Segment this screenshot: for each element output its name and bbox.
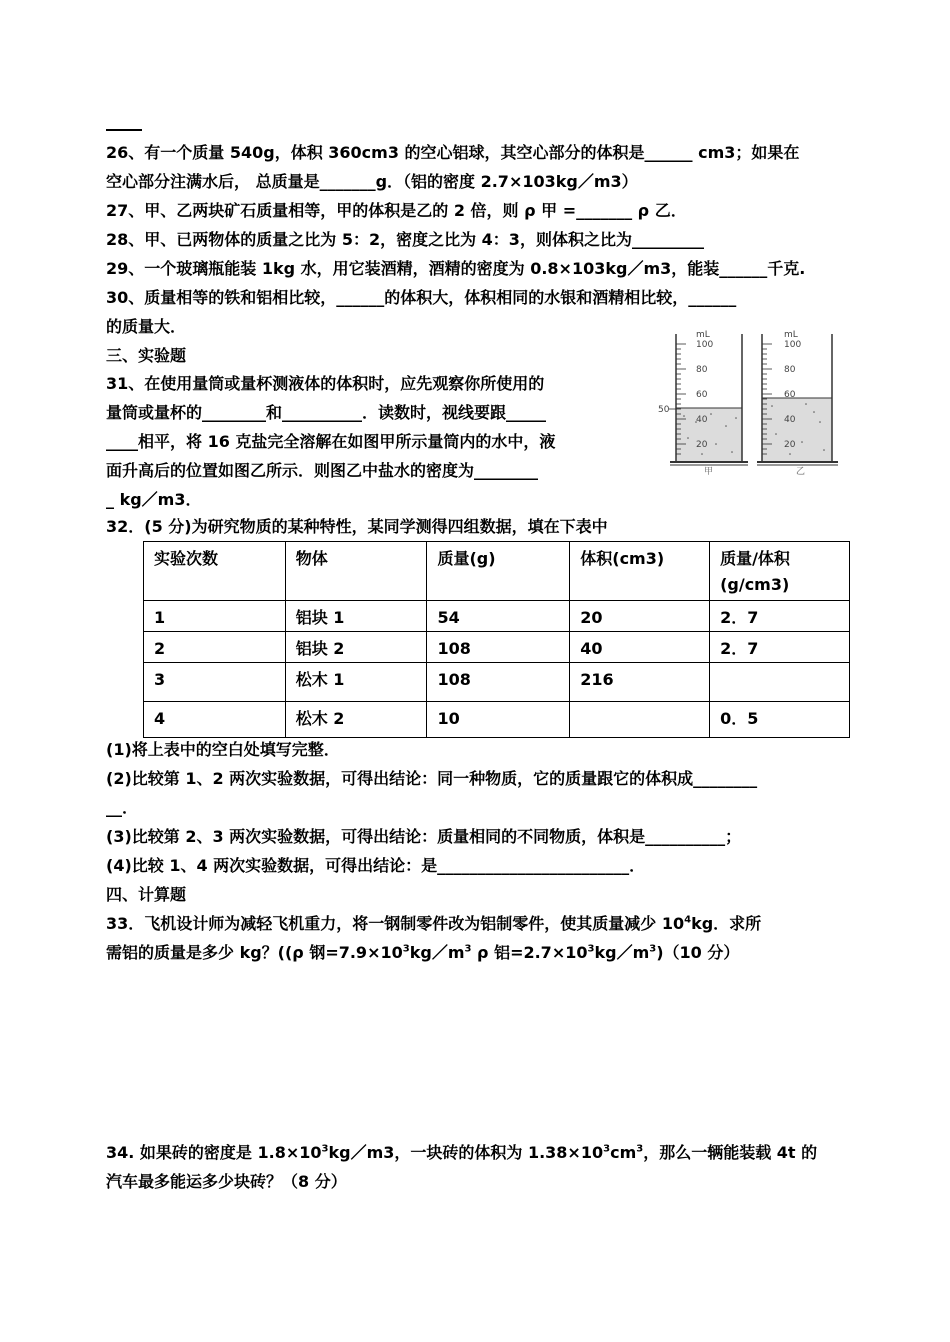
table-cell: 10 xyxy=(427,702,570,738)
unit-label-b: mL xyxy=(784,330,798,340)
q32-intro: 32．(5 分)为研究物质的某种特性，某同学测得四组数据，填在下表中 xyxy=(106,517,608,536)
table-cell: 松木 1 xyxy=(285,663,427,702)
tick-label-a-40: 40 xyxy=(696,415,708,425)
unit-label-a: mL xyxy=(696,330,710,340)
table-cell: 3 xyxy=(144,663,286,702)
q31-line-1: 31、在使用量筒或量杯测液体的体积时，应先观察你所使用的 xyxy=(106,374,545,393)
tick-label-b-20: 20 xyxy=(784,440,796,450)
table-row xyxy=(144,632,850,663)
tick-label-a-20: 20 xyxy=(696,440,708,450)
q27: 27、甲、乙两块矿石质量相等，甲的体积是乙的 2 倍，则 ρ 甲 =_______ ρ 乙． xyxy=(106,201,687,220)
table-cell: 0．5 xyxy=(710,702,850,738)
q32-part-2-line-2: __． xyxy=(106,798,139,817)
table-row xyxy=(144,663,850,702)
cylinder-b-label: 乙 xyxy=(796,467,806,477)
table-cell: 2．7 xyxy=(710,601,850,632)
header-cell: 质量(g) xyxy=(427,542,570,601)
table-cell: 松木 2 xyxy=(285,702,427,738)
table-cell xyxy=(570,702,710,738)
table-cell: 4 xyxy=(144,702,286,738)
header-cell: 质量/体积(g/cm3) xyxy=(710,542,850,601)
side-mark-label: 50 xyxy=(658,405,670,415)
q32-part-3: (3)比较第 2、3 两次实验数据，可得出结论：质量相同的不同物质，体积是__________； xyxy=(106,827,742,846)
cylinder-a-figure xyxy=(656,326,752,477)
table-header-row xyxy=(144,542,850,601)
tick-label-b-60: 60 xyxy=(784,390,796,400)
table-row xyxy=(144,702,850,738)
q30-line-1: 30、质量相等的铁和铝相比较，______的体积大，体积相同的水银和酒精相比较，______ xyxy=(106,288,737,307)
table-cell: 2．7 xyxy=(710,632,850,663)
table-cell: 1 xyxy=(144,601,286,632)
table-cell: 铝块 1 xyxy=(285,601,427,632)
q26-line-1: 26、有一个质量 540g，体积 360cm3 的空心铝球，其空心部分的体积是______ cm3；如果在 xyxy=(106,143,800,162)
q33-line-1: 33．飞机设计师为减轻飞机重力，将一钢制零件改为铝制零件，使其质量减少 $10^4kg$．求所 xyxy=(106,914,762,933)
table-row xyxy=(144,601,850,632)
q29: 29、一个玻璃瓶能装 1kg 水，用它装酒精，酒精的密度为 0.8×103kg／m3，能装______千克. xyxy=(106,259,806,278)
q32-part-1: (1)将上表中的空白处填写完整． xyxy=(106,740,340,759)
q32-part-2-line-1: (2)比较第 1、2 两次实验数据，可得出结论：同一种物质，它的质量跟它的体积成________ xyxy=(106,769,758,788)
table-cell xyxy=(710,663,850,702)
table-cell: 108 xyxy=(427,632,570,663)
table-cell: 铝块 2 xyxy=(285,632,427,663)
header-cell: 物体 xyxy=(285,542,427,601)
q33-line-2: 需铝的质量是多少 kg？((ρ 钢$=7.9\times 10^3kg/m^3$ ρ 铝$=2.7\times 10^3kg/m^3)(10$ 分） xyxy=(106,943,740,962)
tick-label-a-80: 80 xyxy=(696,365,708,375)
tick-label-b-40: 40 xyxy=(784,415,796,425)
table-cell: 54 xyxy=(427,601,570,632)
table-cell: 2 xyxy=(144,632,286,663)
q32-part-4: (4)比较 1、4 两次实验数据，可得出结论：是________________________． xyxy=(106,856,646,875)
q31-line-2: 量筒或量杯的________和__________．读数时，视线要跟_____ xyxy=(106,403,547,422)
section-3-heading: 三、实验题 xyxy=(106,346,187,365)
q31-line-3: ____相平，将 16 克盐完全溶解在如图甲所示量筒内的水中，液 xyxy=(106,432,556,451)
q34-line-1: 34. 如果砖的密度是 $1.8\times 10^3kg/m3$，一块砖的体积为 $1.38\times 10^3cm^3$，那么一辆能装载 4t 的 xyxy=(106,1143,818,1162)
table-cell: 216 xyxy=(570,663,710,702)
q31-line-4: 面升高后的位置如图乙所示．则图乙中盐水的密度为________ xyxy=(106,461,539,480)
table-cell: 40 xyxy=(570,632,710,663)
header-cell: 体积(cm3) xyxy=(570,542,710,601)
q34-line-2: 汽车最多能运多少块砖？（8 分） xyxy=(106,1172,347,1191)
experiment-table xyxy=(143,541,850,738)
tick-label-a-60: 60 xyxy=(696,390,708,400)
tick-label-a-100: 100 xyxy=(696,340,714,350)
table-cell: 20 xyxy=(570,601,710,632)
q31-line-5: _ kg／m3． xyxy=(106,490,202,509)
q30-line-2: 的质量大． xyxy=(106,317,187,336)
header-cell: 实验次数 xyxy=(144,542,286,601)
q28: 28、甲、已两物体的质量之比为 5：2，密度之比为 4：3，则体积之比为_________ xyxy=(106,230,704,249)
tick-label-b-80: 80 xyxy=(784,365,796,375)
section-4-heading: 四、计算题 xyxy=(106,885,187,904)
leftover-blank-line xyxy=(106,129,142,131)
q26-line-2: 空心部分注满水后， 总质量是_______g．（铝的密度 2.7×103kg／m3） xyxy=(106,172,638,191)
cylinder-a-label: 甲 xyxy=(704,467,714,477)
table-cell: 108 xyxy=(427,663,570,702)
cylinder-b-figure xyxy=(754,326,844,477)
tick-label-b-100: 100 xyxy=(784,340,802,350)
